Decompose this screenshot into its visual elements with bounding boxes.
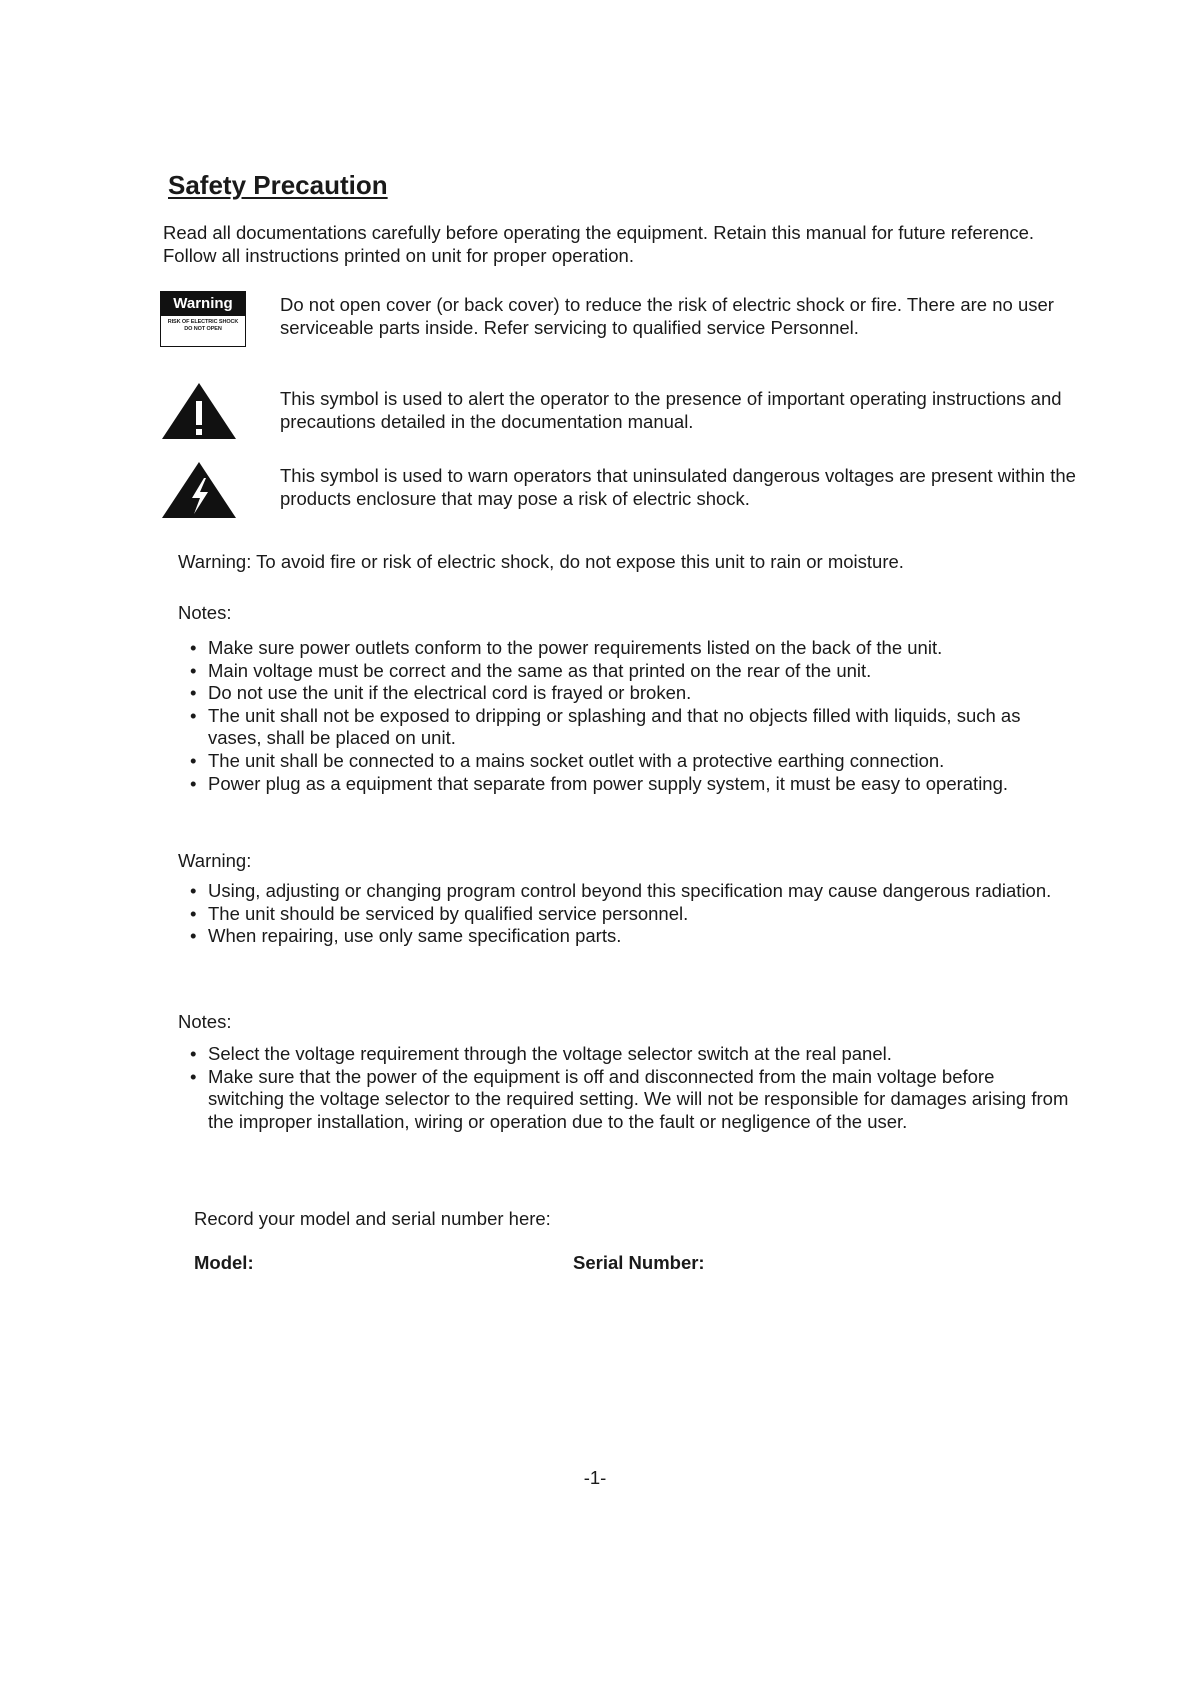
exclamation-triangle-icon [160, 381, 238, 441]
notes1-heading: Notes: [178, 602, 232, 623]
list-item: • The unit shall not be exposed to dripping or splashing and that no objects filled with liquids, such as vases, shall be placed on unit. [190, 705, 1070, 750]
warning2-list [190, 880, 1070, 948]
list-item: • The unit should be serviced by qualified service personnel. [190, 903, 1070, 926]
lightning-triangle-icon [160, 460, 238, 520]
list-item: • The unit shall be connected to a mains socket outlet with a protective earthing connection. [190, 750, 1070, 773]
list-item: • Power plug as a equipment that separate from power supply system, it must be easy to operating. [190, 773, 1070, 796]
warning-label-sub1: RISK OF ELECTRIC SHOCK [167, 319, 239, 325]
warning-label-title: Warning [161, 292, 245, 316]
notes2-heading: Notes: [178, 1011, 232, 1032]
page-number: -1- [583, 1467, 607, 1488]
warning-label-icon [160, 291, 246, 347]
warning-label-sub2: DO NOT OPEN [184, 326, 222, 332]
symbol-text-warning-label: Do not open cover (or back cover) to reduce the risk of electric shock or fire. There are no user serviceable parts inside. Refer servicing to qualified service Personnel. [280, 294, 1054, 338]
rain-moisture-warning: Warning: To avoid fire or risk of electric shock, do not expose this unit to rain or moisture. [178, 551, 904, 572]
symbol-text-exclamation: This symbol is used to alert the operator to the presence of important operating instructions and precautions detailed in the documentation manual. [280, 388, 1062, 432]
list-item: • When repairing, use only same specification parts. [190, 925, 1070, 948]
list-item: • Do not use the unit if the electrical cord is frayed or broken. [190, 682, 1070, 705]
page-title: Safety Precaution [168, 170, 388, 200]
list-item: • Make sure power outlets conform to the power requirements listed on the back of the unit. [190, 637, 1070, 660]
notes2-list [190, 1043, 1070, 1133]
symbol-text-lightning: This symbol is used to warn operators that uninsulated dangerous voltages are present within the products enclosure that may pose a risk of electric shock. [280, 465, 1076, 509]
list-item: • Select the voltage requirement through the voltage selector switch at the real panel. [190, 1043, 1070, 1066]
record-instruction: Record your model and serial number here: [194, 1208, 551, 1229]
serial-number-label: Serial Number: [573, 1252, 705, 1273]
list-item: • Make sure that the power of the equipment is off and disconnected from the main voltage before switching the voltage selector to the required setting. We will not be responsible for damages arising from the improper installation, wiring or operation due to the fault or negligence of the user. [190, 1066, 1070, 1134]
list-item: • Main voltage must be correct and the same as that printed on the rear of the unit. [190, 660, 1070, 683]
list-item: • Using, adjusting or changing program control beyond this specification may cause dangerous radiation. [190, 880, 1070, 903]
intro-paragraph: Read all documentations carefully before operating the equipment. Retain this manual for future reference. Follow all instructions printed on unit for proper operation. [163, 222, 1035, 266]
notes1-list [190, 637, 1070, 795]
warning2-heading: Warning: [178, 850, 252, 871]
model-label: Model: [194, 1252, 254, 1273]
